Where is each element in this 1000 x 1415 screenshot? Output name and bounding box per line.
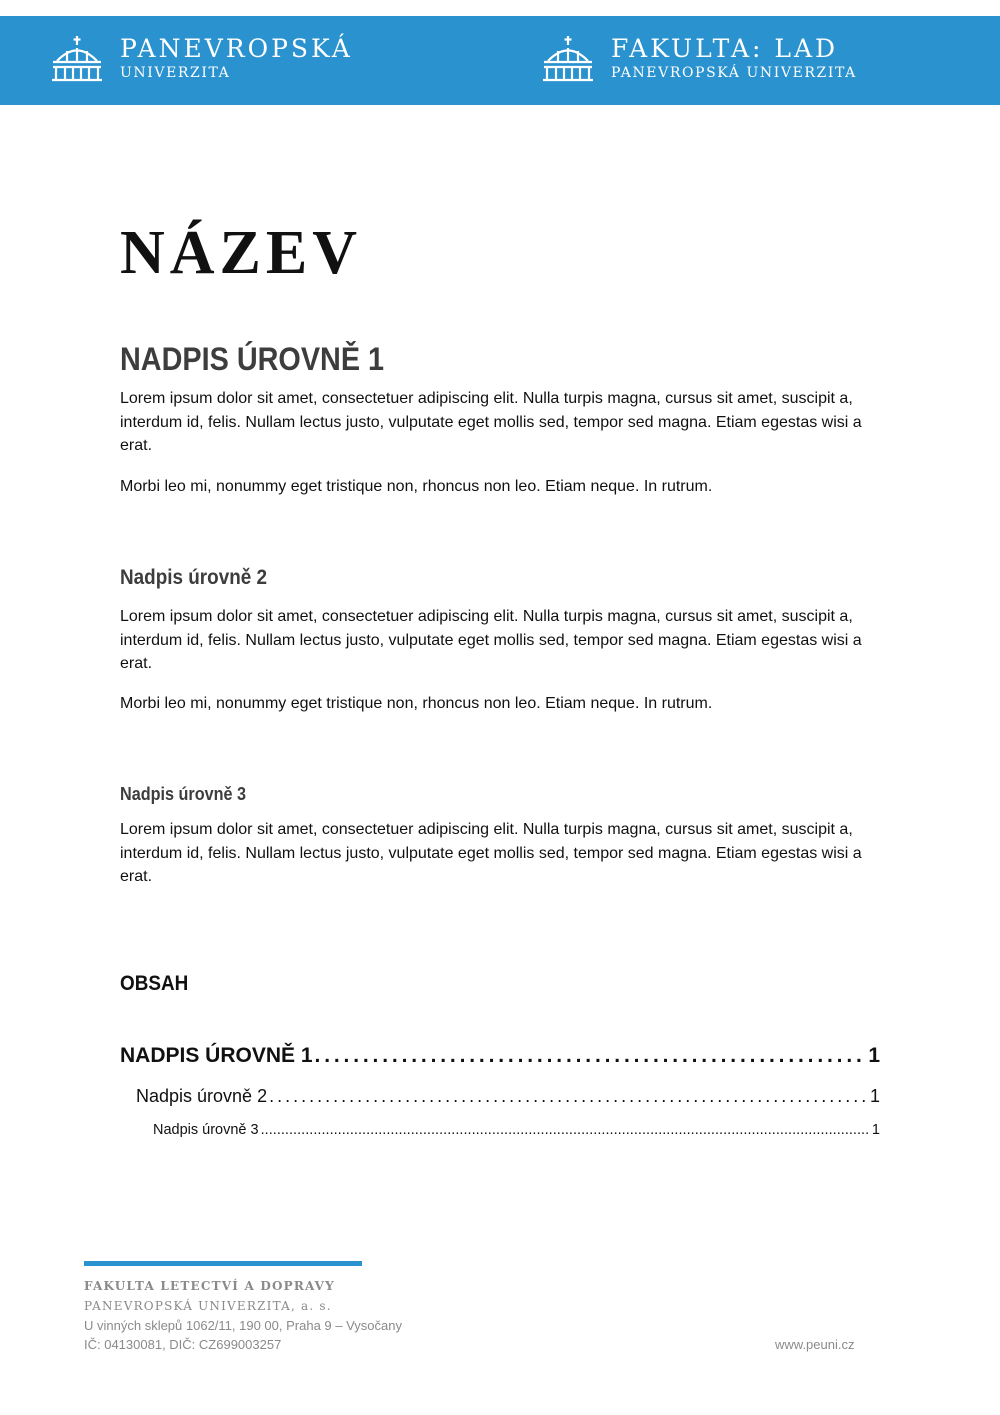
- university-logo: [50, 34, 353, 82]
- heading-level-2: Nadpis úrovně 2: [120, 566, 268, 589]
- footer-university-name: PANEVROPSKÁ UNIVERZITA, a. s.: [84, 1299, 332, 1313]
- toc-entry[interactable]: [136, 1083, 880, 1109]
- toc-entry[interactable]: [153, 1120, 880, 1140]
- toc-entry-label: Nadpis úrovně 2: [136, 1086, 268, 1106]
- university-subtitle: UNIVERZITA: [120, 65, 231, 81]
- faculty-name: FAKULTA: LAD: [611, 34, 839, 63]
- footer-faculty-name: FAKULTA LETECTVÍ A DOPRAVY: [84, 1279, 335, 1293]
- toc-entry[interactable]: [120, 1041, 880, 1071]
- toc-dot-leader: [315, 1041, 867, 1071]
- toc-entry-page: 1: [869, 1086, 880, 1106]
- paragraph: Morbi leo mi, nonummy eget tristique non, rhoncus non leo. Etiam neque. In rutrum.: [120, 478, 713, 495]
- paragraph: Morbi leo mi, nonummy eget tristique non, rhoncus non leo. Etiam neque. In rutrum.: [120, 695, 713, 712]
- toc-entry-page: 1: [868, 1044, 880, 1067]
- toc-entry-page: 1: [871, 1122, 880, 1138]
- paragraph: Lorem ipsum dolor sit amet, consectetuer adipiscing elit. Nulla turpis magna, cursus sit amet, suscipit a, interdum id, felis. Nullam lectus justo, vulputate eget mollis sed, tempor sed magna. Etiam egestas wisi a erat.: [120, 390, 862, 454]
- footer-address: U vinných sklepů 1062/11, 190 00, Praha 9 – Vysočany: [84, 1318, 402, 1333]
- footer-company-ids: IČ: 04130081, DIČ: CZ699003257: [84, 1337, 282, 1352]
- toc-dot-leader: [269, 1083, 868, 1109]
- dome-building-icon: [541, 34, 595, 82]
- university-name: PANEVROPSKÁ: [120, 34, 353, 63]
- dome-building-icon: [50, 34, 104, 82]
- faculty-logo: [541, 34, 857, 82]
- footer-website-link[interactable]: www.peuni.cz: [775, 1337, 855, 1352]
- toc-entry-label: Nadpis úrovně 3: [153, 1122, 259, 1138]
- paragraph: Lorem ipsum dolor sit amet, consectetuer adipiscing elit. Nulla turpis magna, cursus sit amet, suscipit a, interdum id, felis. Nullam lectus justo, vulputate eget mollis sed, tempor sed magna. Etiam egestas wisi a erat.: [120, 821, 862, 885]
- faculty-subtitle: PANEVROPSKÁ UNIVERZITA: [611, 65, 857, 81]
- page-header: [0, 16, 1000, 105]
- paragraph: Lorem ipsum dolor sit amet, consectetuer adipiscing elit. Nulla turpis magna, cursus sit amet, suscipit a, interdum id, felis. Nullam lectus justo, vulputate eget mollis sed, tempor sed magna. Etiam egestas wisi a erat.: [120, 608, 862, 672]
- toc-entry-label: NADPIS ÚROVNĚ 1: [120, 1044, 313, 1067]
- toc-dot-leader: [261, 1120, 870, 1140]
- toc-heading: OBSAH: [120, 972, 189, 995]
- heading-level-1: NADPIS ÚROVNĚ 1: [120, 341, 385, 377]
- heading-level-3: Nadpis úrovně 3: [120, 784, 247, 804]
- document-title: NÁZEV: [120, 219, 363, 287]
- footer-accent-bar: [84, 1261, 362, 1266]
